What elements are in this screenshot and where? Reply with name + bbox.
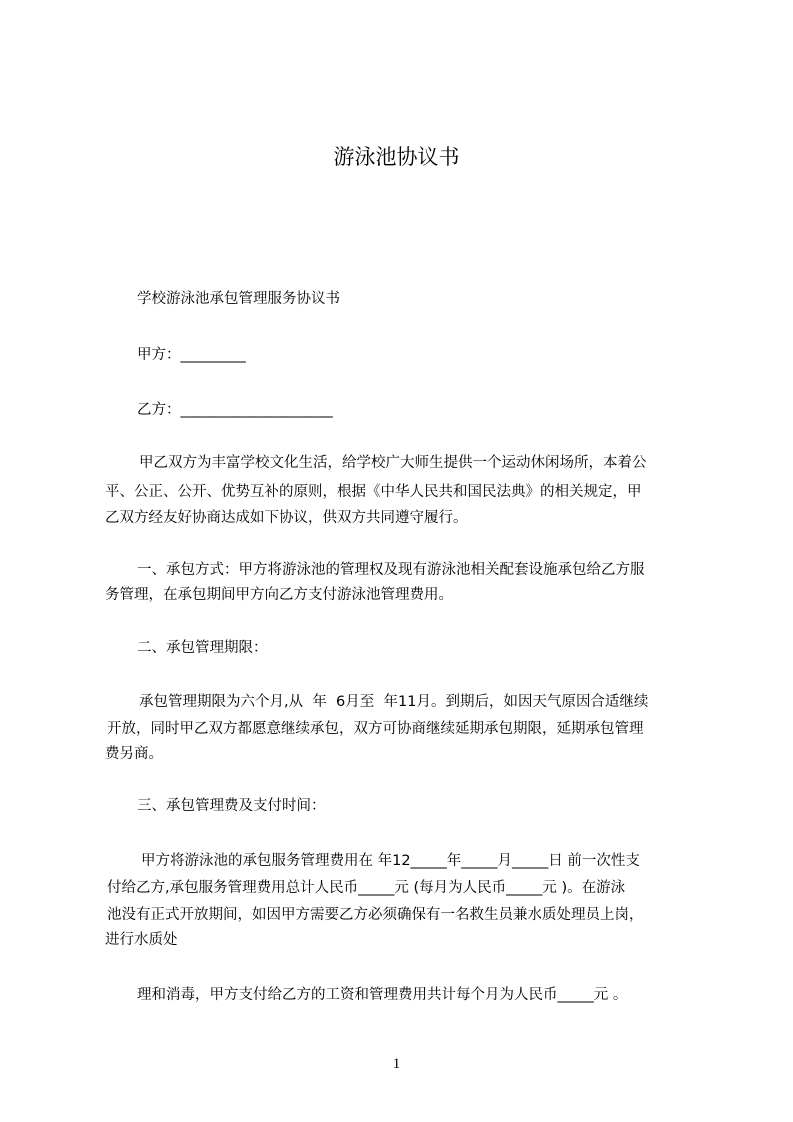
intro-line: 乙双方经友好协商达成如下协议，供双方共同遵守履行。 <box>105 510 468 526</box>
intro-line: 甲乙双方为丰富学校文化生活，给学校广大师生提供一个运动休闲场所，本着公 <box>139 455 647 471</box>
page-title: 游泳池协议书 <box>333 145 460 169</box>
section-heading-fees: 三、承包管理费及支付时间： <box>137 798 326 814</box>
section-line: 付给乙方,承包服务管理费用总计人民币_____元 (每月为人民币_____元 )。在游泳 <box>107 880 626 896</box>
section-line: 进行水质处 <box>105 932 178 948</box>
intro-line: 平、公正、公开、优势互补的原则，根据《中华人民共和国民法典》的相关规定，甲 <box>105 484 642 500</box>
section-line: 甲方将游泳池的承包服务管理费用在 年12_____年_____月_____日 前一次性支 <box>141 853 640 869</box>
section-line: 务管理，在承包期间甲方向乙方支付游泳池管理费用。 <box>105 587 453 603</box>
section-line: 理和消毒，甲方支付给乙方的工资和管理费用共计每个月为人民币_____元 。 <box>137 987 628 1003</box>
section-line: 承包管理期限为六个月,从 年 6月至 年11月。到期后，如因天气原因合适继续 <box>139 694 649 710</box>
section-line: 一、承包方式：甲方将游泳池的管理权及现有游泳池相关配套设施承包给乙方服 <box>137 562 645 578</box>
section-line: 费另商。 <box>105 746 163 762</box>
party-a-line: 甲方：_________ <box>137 347 246 363</box>
agreement-subtitle: 学校游泳池承包管理服务协议书 <box>137 291 340 307</box>
section-heading-term: 二、承包管理期限： <box>137 640 268 656</box>
party-b-line: 乙方：_____________________ <box>137 402 333 418</box>
page-number: 1 <box>392 1056 401 1072</box>
section-line: 开放，同时甲乙双方都愿意继续承包，双方可协商继续延期承包期限，延期承包管理 <box>107 721 644 737</box>
section-line: 池没有正式开放期间，如因甲方需要乙方必须确保有一名救生员兼水质处理员上岗， <box>107 907 644 923</box>
